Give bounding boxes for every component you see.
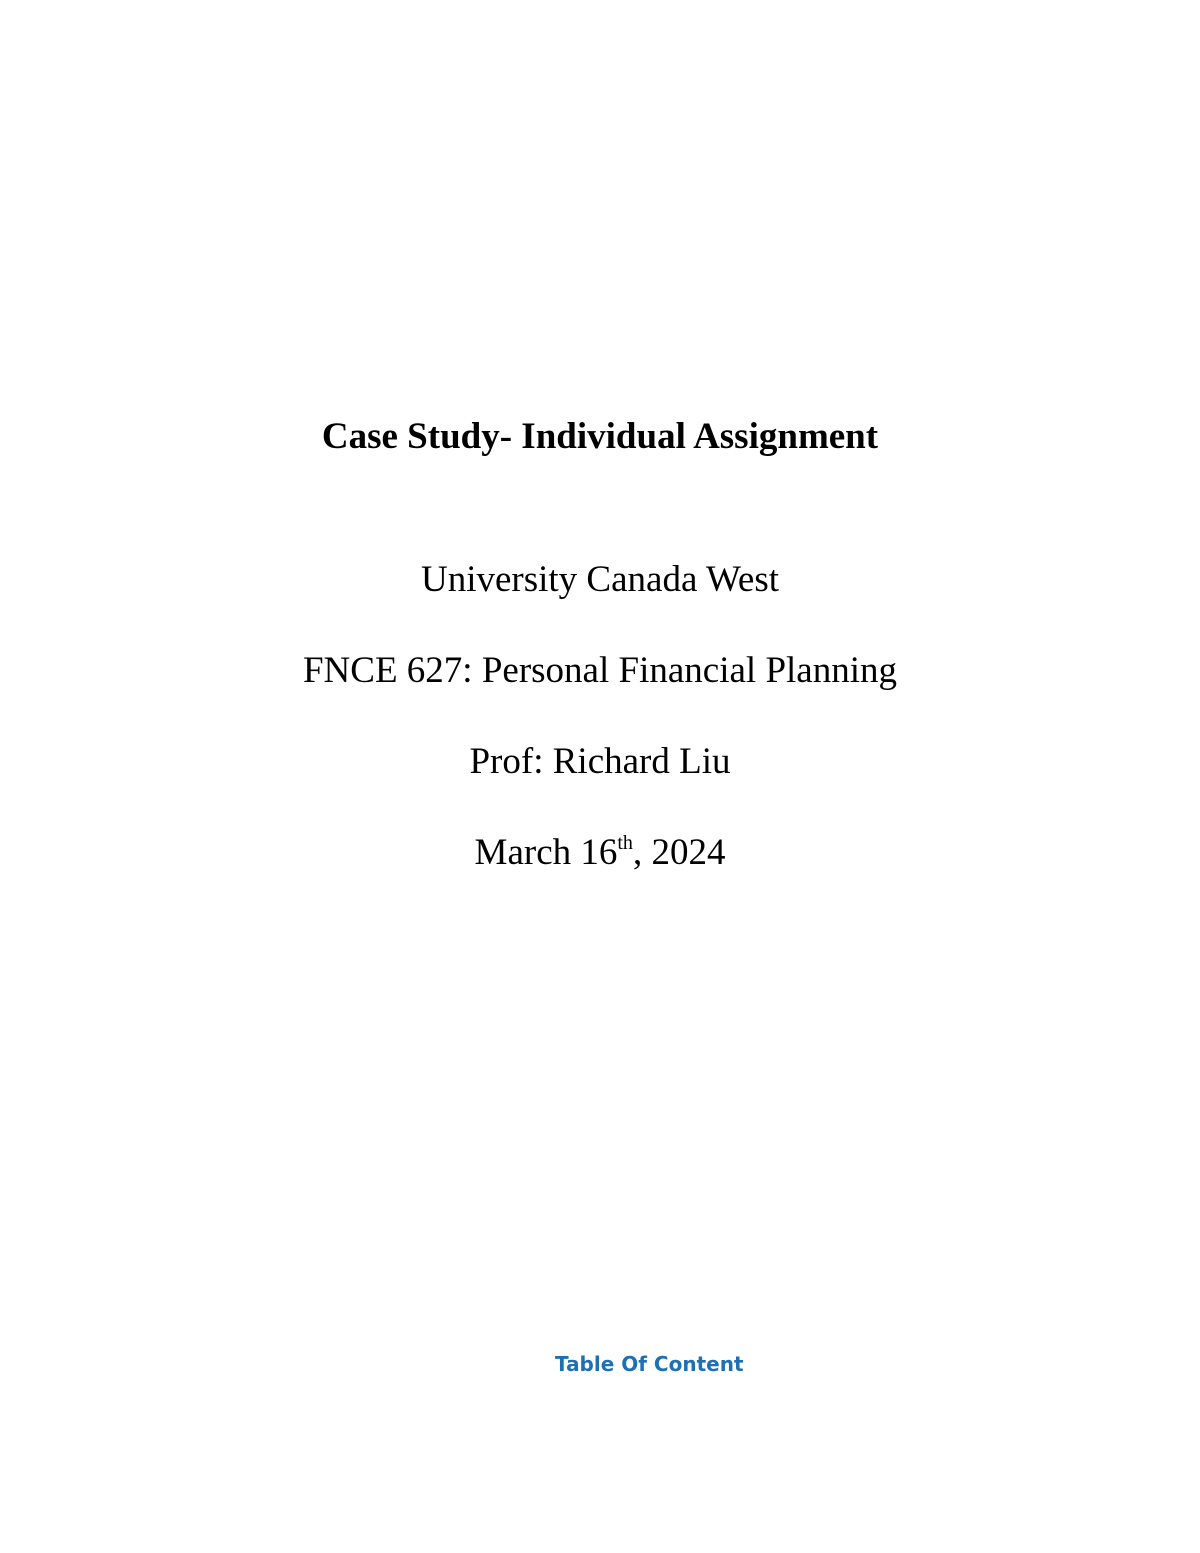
submission-date bbox=[0, 830, 1200, 876]
date-month-day: March 16 bbox=[474, 832, 618, 873]
document-title: Case Study- Individual Assignment bbox=[321, 416, 879, 457]
professor-name: Prof: Richard Liu bbox=[469, 741, 731, 782]
date-year: , 2024 bbox=[632, 832, 726, 873]
date-ordinal-suffix: th bbox=[617, 832, 633, 854]
course-name: FNCE 627: Personal Financial Planning bbox=[302, 650, 898, 691]
university-name: University Canada West bbox=[420, 559, 780, 600]
toc-heading: Table Of Content bbox=[555, 1352, 744, 1376]
